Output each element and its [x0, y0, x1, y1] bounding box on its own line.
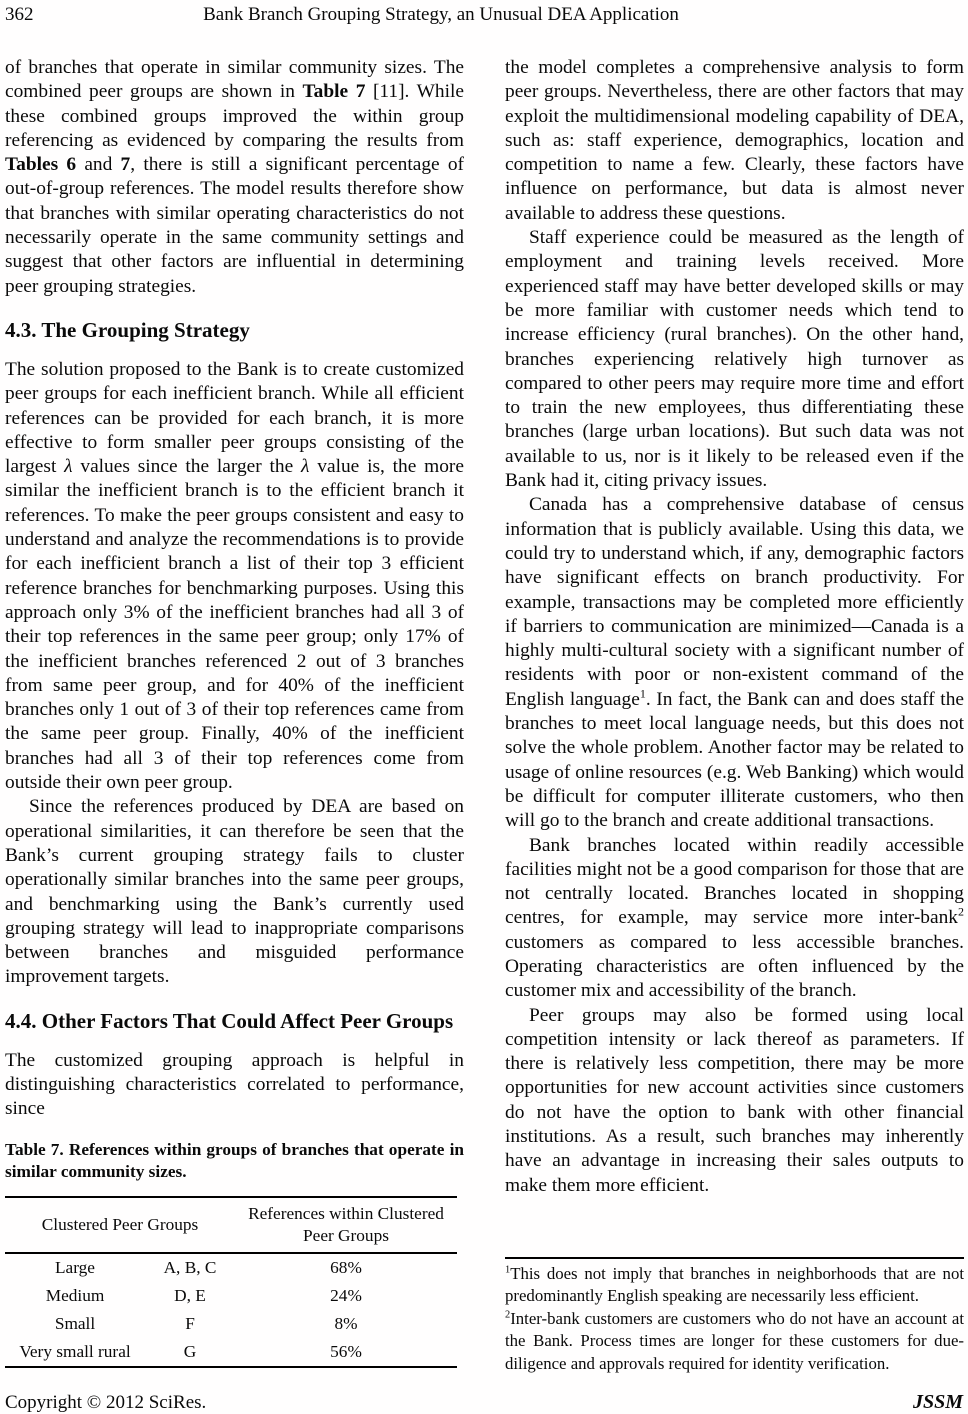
paragraph-continuation: [5, 56, 464, 299]
paragraph: Since the references produced by DEA are based on operational similarities, it can therefore be seen that the Bank’s current grouping strategy fails to cluster operationally similar branches into the same peer groups, and benchmarking using the Bank’s currently used grouping strategy will lead to inappropriate comparisons between branches and misguided performance improvement targets.: [5, 796, 464, 988]
table-row: [5, 1253, 457, 1282]
lambda-symbol: λ: [301, 456, 310, 478]
page-number: 362: [5, 4, 34, 25]
section-heading-4-4: 4.4. Other Factors That Could Affect Peer Groups: [5, 1008, 454, 1033]
cell-group: Large: [55, 1257, 95, 1277]
left-column: [5, 56, 464, 1375]
footnote-1-marker: 1: [505, 1264, 511, 1276]
copyright-text: Copyright © 2012 SciRes.: [5, 1392, 207, 1413]
page-header: [0, 4, 968, 28]
running-title: Bank Branch Grouping Strategy, an Unusual DEA Application: [203, 4, 679, 25]
table-caption: Table 7. References within groups of branches that operate in similar community sizes.: [5, 1139, 464, 1181]
cell-refs: G: [183, 1341, 197, 1361]
bold-tables6-ref: Tables 6: [5, 154, 77, 176]
cell-refs: A, B, C: [163, 1257, 217, 1277]
footnote-2: [505, 1308, 964, 1375]
journal-abbrev: JSSM: [912, 1391, 963, 1413]
footnote-2-text: Inter-bank customers are customers who do not have an account at the Bank. Process times are longer for these customers for due-diligence and approvals required for identity verification.: [505, 1308, 964, 1373]
cell-group: Small: [54, 1313, 96, 1333]
text-run: of branches that operate in similar community sizes. The combined peer groups are shown in: [5, 57, 464, 103]
column-header-references: References within Clustered Peer Groups: [235, 1197, 457, 1253]
footnote-separator: [505, 1257, 964, 1259]
table-row: [5, 1282, 457, 1310]
text-run: . In fact, the Bank can and does staff the branches to meet local language needs, but this does not solve the whole problem. Another factor may be related to usage of online resources (e.g. Web Banking) which would be difficult for computer illiterate customers, who then will go to the branch and create additional transactions.: [505, 688, 964, 832]
text-run: Bank branches located within readily accessible facilities might not be a good comparison for those that are not centrally located. Branches located in shopping centres, for example, may service more inter-bank: [505, 834, 964, 929]
footnote-2-marker: 2: [505, 1309, 511, 1321]
paragraph-continuation: the model completes a comprehensive analysis to form peer groups. Nevertheless, there are other factors that may exploit the multidimensional modeling capability of DEA, such as: staff experience, demographics, location and competition to name a few. Clearly, these factors have influence on performance, but data is almost never available to address these questions.: [505, 57, 964, 224]
text-run: and: [76, 154, 121, 176]
paragraph: [505, 834, 964, 1004]
paragraph: Staff experience could be measured as the length of employment and training levels received. More experienced staff may have better developed skills or may be more familiar with customer needs which tend to increase efficiency (rural branches). On the other hand, branches experiencing relatively high turnover as compared to other peers may require more time and effort to train the new employees, thus differentiating these branches (large urban locations). But such data was not available to us, nor is it likely to be released even if the Bank had it, citing privacy issues.: [505, 227, 964, 492]
bold-table7-ref: Table 7: [302, 81, 366, 103]
two-column-layout: [5, 56, 964, 1375]
text-run: values since the larger the: [72, 456, 302, 478]
bold-table-number: 7: [120, 154, 131, 176]
paragraph: Peer groups may also be formed using local competition intensity or lack thereof as parameters. If there is relatively less competition, there may be more opportunities for new account activities since customers do not have the option to bank with other financial institutions. As a result, such branches may inherently have an advantage in increasing their sales outputs to make them more efficient.: [505, 1004, 964, 1196]
text-run: The solution proposed to the Bank is to create customized peer groups for each inefficient branch. While all efficient references can be provided for each branch, it is more effective to form smaller peer groups consisting of the largest: [5, 358, 464, 478]
footnote-1-text: This does not imply that branches in neighborhoods that are not predominantly English speaking are necessarily less efficient.: [505, 1263, 964, 1306]
paragraph: The customized grouping approach is helpful in distinguishing characteristics correlated to performance, since: [5, 1049, 464, 1120]
paragraph: [5, 358, 464, 795]
footnote-marker-1: 1: [639, 686, 646, 701]
cell-pct: 56%: [330, 1341, 362, 1361]
table-row: [5, 1338, 457, 1367]
cell-refs: D, E: [174, 1285, 206, 1305]
right-column: [505, 56, 964, 1375]
table-row: [5, 1310, 457, 1338]
column-header-groups: Clustered Peer Groups: [5, 1197, 235, 1253]
table-header-row: [5, 1197, 457, 1253]
cell-pct: 24%: [330, 1285, 362, 1305]
text-run: value is, the more similar the inefficient branch is to the efficient branch it references. To make the peer groups consistent and easy to understand and analyze the recommendations is to provide for each inefficient branch a list of their top 3 efficient reference branches for benchmarking purposes. Using this approach only 3% of the inefficient branches had all 3 of their top references in the same peer group; only 17% of the inefficient branches referenced 2 out of 3 branches from same peer group, and for 40% of the inefficient branches only 1 out of 3 of their top references came from the same peer group. Finally, 40% of the inefficient branches had all 3 of their top references come from outside their own peer group.: [5, 456, 464, 794]
cell-refs: F: [185, 1313, 195, 1333]
footnotes-block: [505, 1257, 964, 1375]
footnote-marker-2: 2: [957, 904, 964, 919]
text-run: customers as compared to less accessible branches. Operating characteristics are often influenced by the customer mix and accessibility of the branch.: [505, 931, 964, 1002]
cell-pct: 68%: [330, 1257, 362, 1277]
footnote-1: [505, 1263, 964, 1308]
paragraph: [505, 493, 964, 833]
cell-group: Medium: [45, 1285, 105, 1305]
page-footer: [5, 1391, 963, 1414]
text-run: Canada has a comprehensive database of census information that is publicly available. Using this data, we could try to understand which, if any, demographic factors have significant effects on branch productivity. For example, transactions may be completed more efficiently if barriers to communication are minimized—Canada is a highly multi-cultural society with a significant number of residents with poor or non-existent command of the English language: [505, 494, 964, 710]
lambda-symbol: λ: [64, 456, 73, 478]
text-run: [11]. While these combined groups improved the within group referencing as evidenced by comparing the results from: [5, 81, 465, 151]
cell-group: Very small rural: [19, 1341, 131, 1361]
cell-pct: 8%: [334, 1313, 358, 1333]
section-heading-4-3: 4.3. The Grouping Strategy: [5, 317, 250, 342]
text-run: , there is still a significant percentage of out-of-group references. The model results therefore show that branches with similar operating characteristics do not necessarily operate in the same community settings and suggest that other factors are influential in determining peer grouping strategies.: [5, 154, 465, 297]
table-7: [5, 1196, 457, 1368]
